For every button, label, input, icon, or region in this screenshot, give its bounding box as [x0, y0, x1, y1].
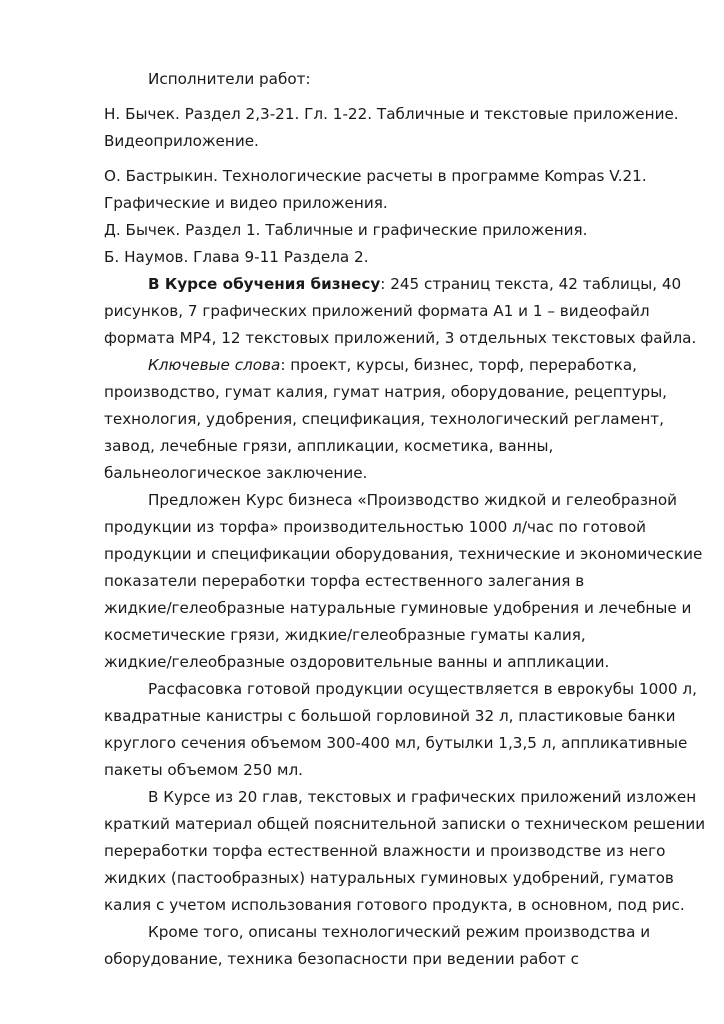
course-summary-paragraph: В Курсе обучения бизнесу: 245 страниц текста, 42 таблицы, 40 рисунков, 7 графических приложений формата А1 и 1 – видеофайл формата MP4, 12 текстовых приложений, 3 отдельных текстовых файла.	[104, 275, 697, 347]
besides-paragraph: Кроме того, описаны технологический режим производства и оборудование, техника безопасности при ведении работ с	[104, 923, 651, 968]
executor-bastrykin: О. Бастрыкин. Технологические расчеты в программе Kompas V.21. Графические и видео приложения.	[104, 167, 647, 212]
executor-naumov: Б. Наумов. Глава 9-11 Раздела 2.	[104, 248, 369, 266]
packing-paragraph: Расфасовка готовой продукции осуществляется в еврокубы 1000 л, квадратные канистры с большой горловиной 32 л, пластиковые банки круглого сечения объемом 300-400 мл, бутылки 1,3,5 л, аппликативные пакеты объемом 250 мл.	[104, 680, 697, 779]
keywords-lead: Ключевые слова	[148, 356, 281, 374]
course-summary-lead: В Курсе обучения бизнесу	[148, 275, 381, 293]
document-body	[104, 66, 706, 973]
executor-bychek-d: Д. Бычек. Раздел 1. Табличные и графические приложения.	[104, 221, 588, 239]
proposed-course-paragraph: Предложен Курс бизнеса «Производство жидкой и гелеобразной продукции из торфа» производительностью 1000 л/час по готовой продукции и спецификации оборудования, технические и экономические показатели переработки торфа естественного залегания в жидкие/гелеобразные натуральные гуминовые удобрения и лечебные и косметические грязи, жидкие/гелеобразные гуматы калия, жидкие/гелеобразные оздоровительные ванны и аппликации.	[104, 491, 703, 671]
executor-bychek-n: Н. Бычек. Раздел 2,3-21. Гл. 1-22. Табличные и текстовые приложение. Видеоприложение.	[104, 105, 679, 150]
executors-heading: Исполнители работ:	[148, 70, 311, 88]
chapters-paragraph: В Курсе из 20 глав, текстовых и графических приложений изложен краткий материал общей пояснительной записки о техническом решении переработки торфа естественной влажности и производстве из него жидких (пастообразных) натуральных гуминовых удобрений, гуматов калия с учетом использования готового продукта, в основном, под рис.	[104, 788, 706, 914]
keywords-paragraph: Ключевые слова: проект, курсы, бизнес, торф, переработка, производство, гумат калия, гумат натрия, оборудование, рецептуры, технология, удобрения, спецификация, технологический регламент, завод, лечебные грязи, аппликации, косметика, ванны, бальнеологическое заключение.	[104, 356, 668, 482]
